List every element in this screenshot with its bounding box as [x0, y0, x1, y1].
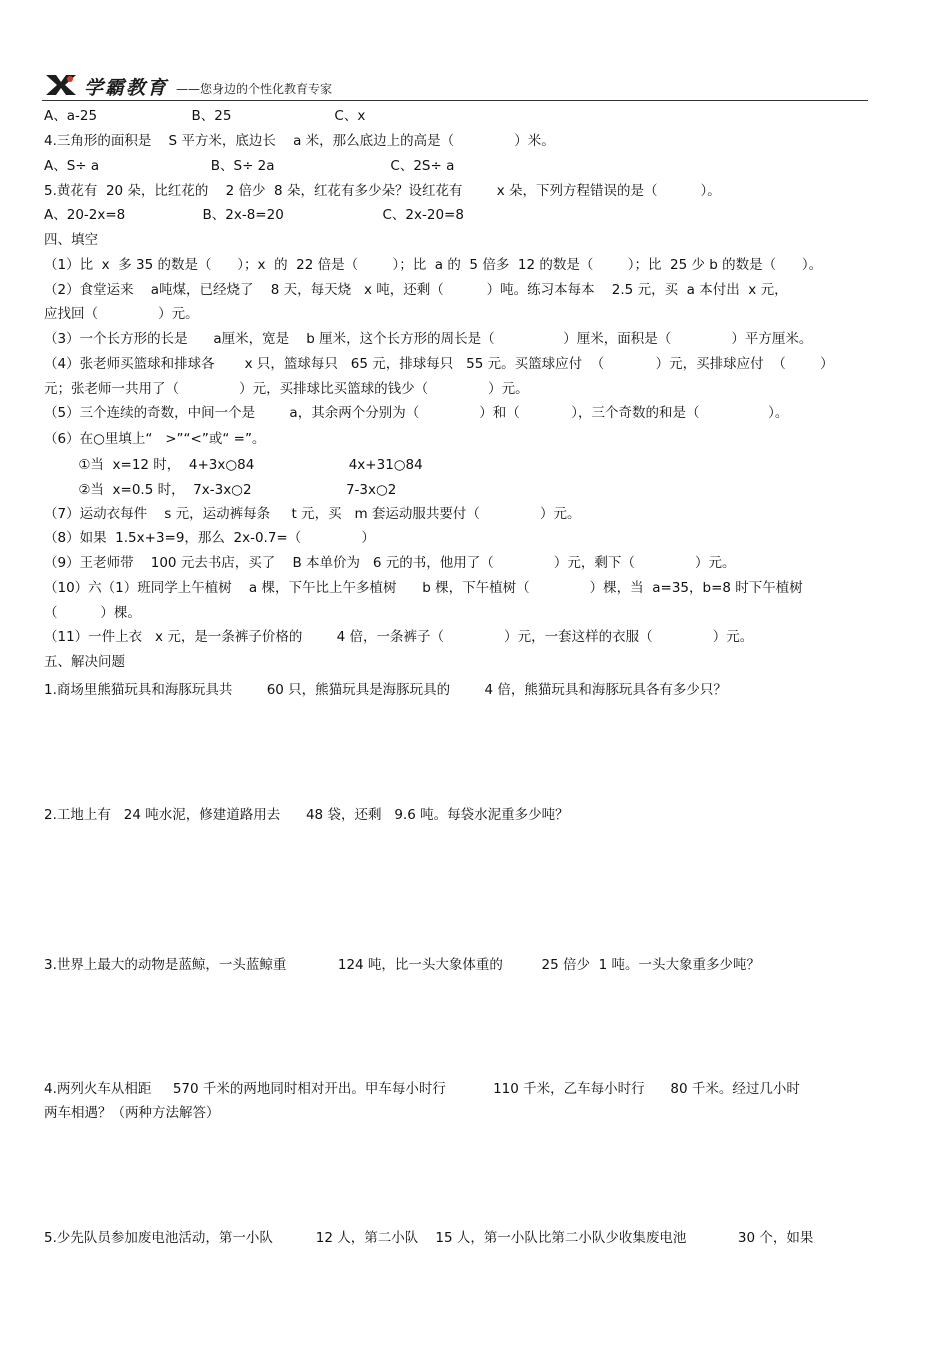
page-header	[42, 70, 868, 100]
fill-4-line2: 元；张老师一共用了（ ）元，买排球比买篮球的钱少（ ）元。	[44, 381, 529, 397]
problem-5: 5.少先队员参加废电池活动，第一小队 12 人，第二小队 15 人，第一小队比第二小队少收集废电池 30 个，如果	[44, 1230, 814, 1246]
fill-9: （9）王老师带 100 元去书店，买了 B 本单价为 6 元的书，他用了（ ）元，剩下（ ）元。	[44, 555, 736, 571]
brand-name: 学霸教育	[84, 77, 169, 99]
problem-4-line1: 4.两列火车从相距 570 千米的两地同时相对开出。甲车每小时行 110 千米，乙车每小时行 80 千米。经过几小时	[44, 1081, 800, 1097]
fill-3: （3）一个长方形的长是 a厘米，宽是 b 厘米，这个长方形的周长是（ ）厘米，面积是（ ）平方厘米。	[44, 331, 813, 347]
problem-2: 2.工地上有 24 吨水泥，修建道路用去 48 袋，还剩 9.6 吨。每袋水泥重多少吨？	[44, 807, 569, 823]
brand-tagline: ——您身边的个性化教育专家	[176, 82, 333, 96]
fill-6-item1: ①当 x=12 时， 4+3x○84 4x+31○84	[44, 457, 423, 473]
fill-5: （5）三个连续的奇数，中间一个是 a，其余两个分别为（ ）和（ ），三个奇数的和是（ ）。	[44, 405, 789, 421]
q5-options: A、20-2x=8 B、2x-8=20 C、2x-20=8	[44, 207, 464, 223]
problem-3: 3.世界上最大的动物是蓝鲸，一头蓝鲸重 124 吨，比一头大象体重的 25 倍少 1 吨。一头大象重多少吨？	[44, 957, 760, 973]
q3-options: A、a-25 B、25 C、x	[44, 108, 366, 124]
section-fill-in-heading: 四、填空	[44, 232, 98, 248]
fill-10-line1: （10）六（1）班同学上午植树 a 棵，下午比上午多植树 b 棵，下午植树（ ）棵，当 a=35，b=8 时下午植树	[44, 580, 803, 596]
q4-question: 4.三角形的面积是 S 平方米，底边长 a 米，那么底边上的高是（ ）米。	[44, 133, 555, 149]
fill-4-line1: （4）张老师买篮球和排球各 x 只，篮球每只 65 元，排球每只 55 元。买篮球应付 （ ）元，买排球应付 （ ）	[44, 356, 834, 372]
fill-10-line2: （ ）棵。	[44, 605, 141, 621]
fill-8: （8）如果 1.5x+3=9，那么 2x-0.7=（ ）	[44, 530, 375, 546]
header-divider	[42, 100, 868, 101]
section-problems-heading: 五、解决问题	[44, 654, 125, 670]
fill-1: （1）比 x 多 35 的数是（ ）；x 的 22 倍是（ ）；比 a 的 5 倍多 12 的数是（ ）；比 25 少 b 的数是（ ）。	[44, 257, 823, 273]
problem-1: 1.商场里熊猫玩具和海豚玩具共 60 只，熊猫玩具是海豚玩具的 4 倍，熊猫玩具和海豚玩具各有多少只？	[44, 682, 727, 698]
fill-11: （11）一件上衣 x 元，是一条裤子价格的 4 倍，一条裤子（ ）元，一套这样的衣服（ ）元。	[44, 629, 754, 645]
q5-question: 5.黄花有 20 朵，比红花的 2 倍少 8 朵，红花有多少朵？设红花有 x 朵，下列方程错误的是（ ）。	[44, 183, 721, 199]
xueba-logo-icon	[44, 72, 78, 96]
q4-options: A、S÷ a B、S÷ 2a C、2S÷ a	[44, 158, 455, 174]
fill-2-line2: 应找回（ ）元。	[44, 306, 199, 322]
fill-7: （7）运动衣每件 s 元，运动裤每条 t 元，买 m 套运动服共要付（ ）元。	[44, 506, 581, 522]
fill-6: （6）在○里填上“ >”“<”或“ =”。	[44, 431, 266, 447]
fill-6-item2: ②当 x=0.5 时， 7x-3x○2 7-3x○2	[44, 482, 397, 498]
fill-2-line1: （2）食堂运来 a吨煤，已经烧了 8 天，每天烧 x 吨，还剩（ ）吨。练习本每本 2.5 元，买 a 本付出 x 元，	[44, 282, 788, 298]
problem-4-line2: 两车相遇？（两种方法解答）	[44, 1105, 220, 1121]
